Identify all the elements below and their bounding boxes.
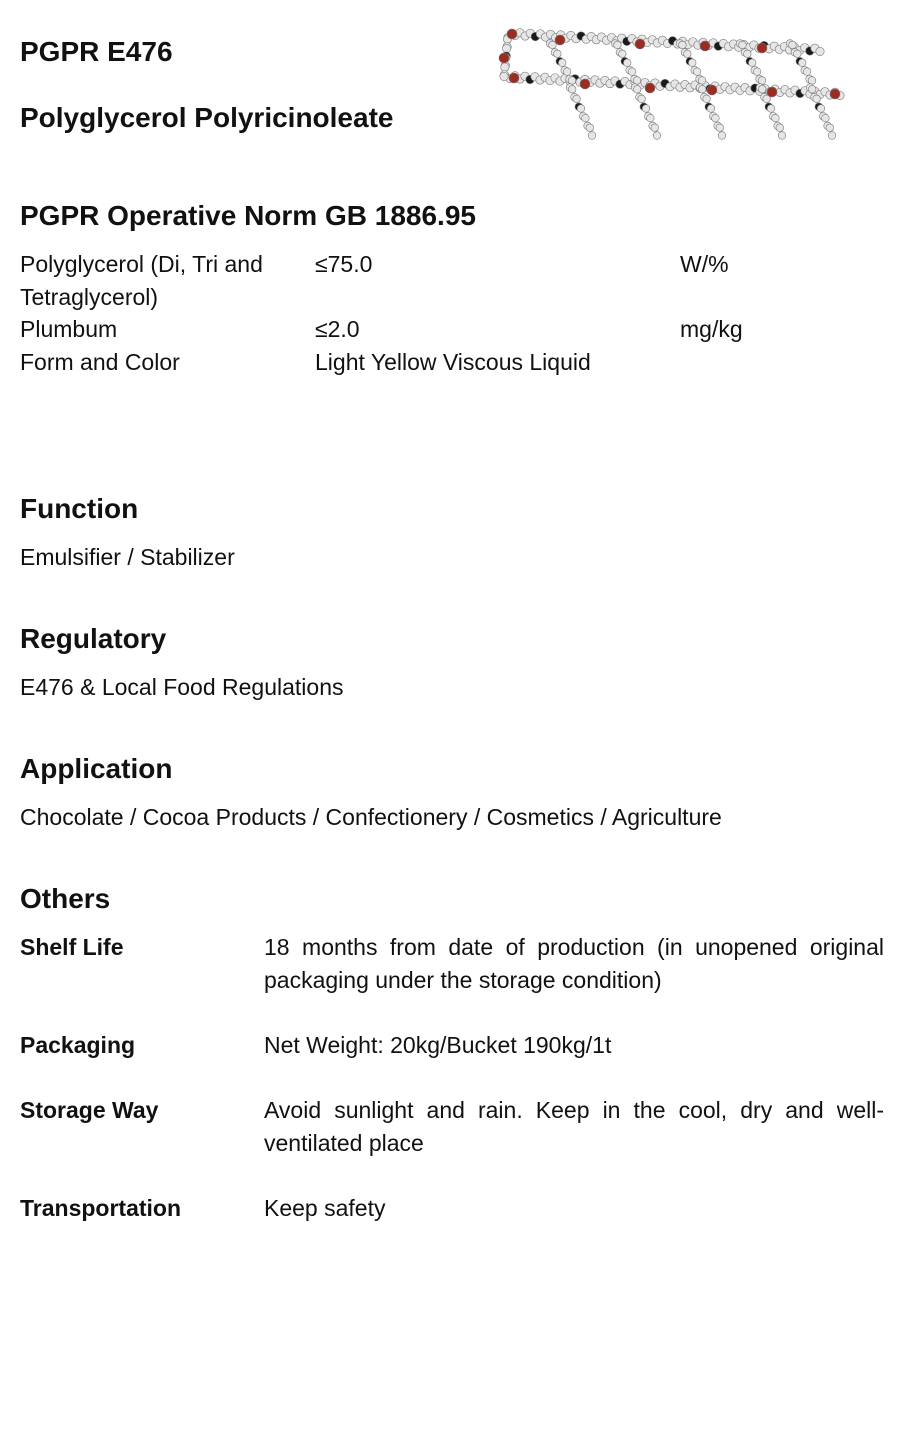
- norm-item-1: Polyglycerol (Di, Tri and Tetraglycerol): [20, 251, 263, 310]
- others-label-storage-way: Storage Way: [20, 1097, 159, 1123]
- norm-unit-2: mg/kg: [680, 316, 743, 342]
- application-text: Chocolate / Cocoa Products / Confectionery / Cosmetics / Agriculture: [20, 804, 722, 830]
- product-name: Polyglycerol Polyricinoleate: [20, 102, 394, 133]
- norm-value-3: Light Yellow Viscous Liquid: [315, 349, 591, 375]
- norm-item-3: Form and Color: [20, 349, 180, 375]
- others-label-packaging: Packaging: [20, 1032, 136, 1058]
- regulatory-heading: Regulatory: [20, 623, 167, 654]
- norm-heading: PGPR Operative Norm GB 1886.95: [20, 200, 476, 231]
- application-heading: Application: [20, 753, 173, 784]
- function-text: Emulsifier / Stabilizer: [20, 544, 235, 570]
- norm-unit-1: W/%: [680, 251, 729, 277]
- norm-item-2: Plumbum: [20, 316, 118, 342]
- others-value-shelf-life: 18 months from date of production (in unopened original packaging under the storage condition): [264, 934, 884, 993]
- others-value-transportation: Keep safety: [264, 1195, 386, 1221]
- molecule-structure-image: [490, 22, 855, 147]
- norm-value-2: ≤2.0: [315, 316, 360, 342]
- regulatory-text: E476 & Local Food Regulations: [20, 674, 344, 700]
- others-value-packaging: Net Weight: 20kg/Bucket 190kg/1t: [264, 1032, 612, 1058]
- function-heading: Function: [20, 493, 139, 524]
- product-code: PGPR E476: [20, 36, 173, 67]
- others-label-transportation: Transportation: [20, 1195, 182, 1221]
- others-heading: Others: [20, 883, 111, 914]
- norm-value-1: ≤75.0: [315, 251, 373, 277]
- others-label-shelf-life: Shelf Life: [20, 934, 124, 960]
- others-value-storage-way: Avoid sunlight and rain. Keep in the cool, dry and well-ventilated place: [264, 1097, 884, 1156]
